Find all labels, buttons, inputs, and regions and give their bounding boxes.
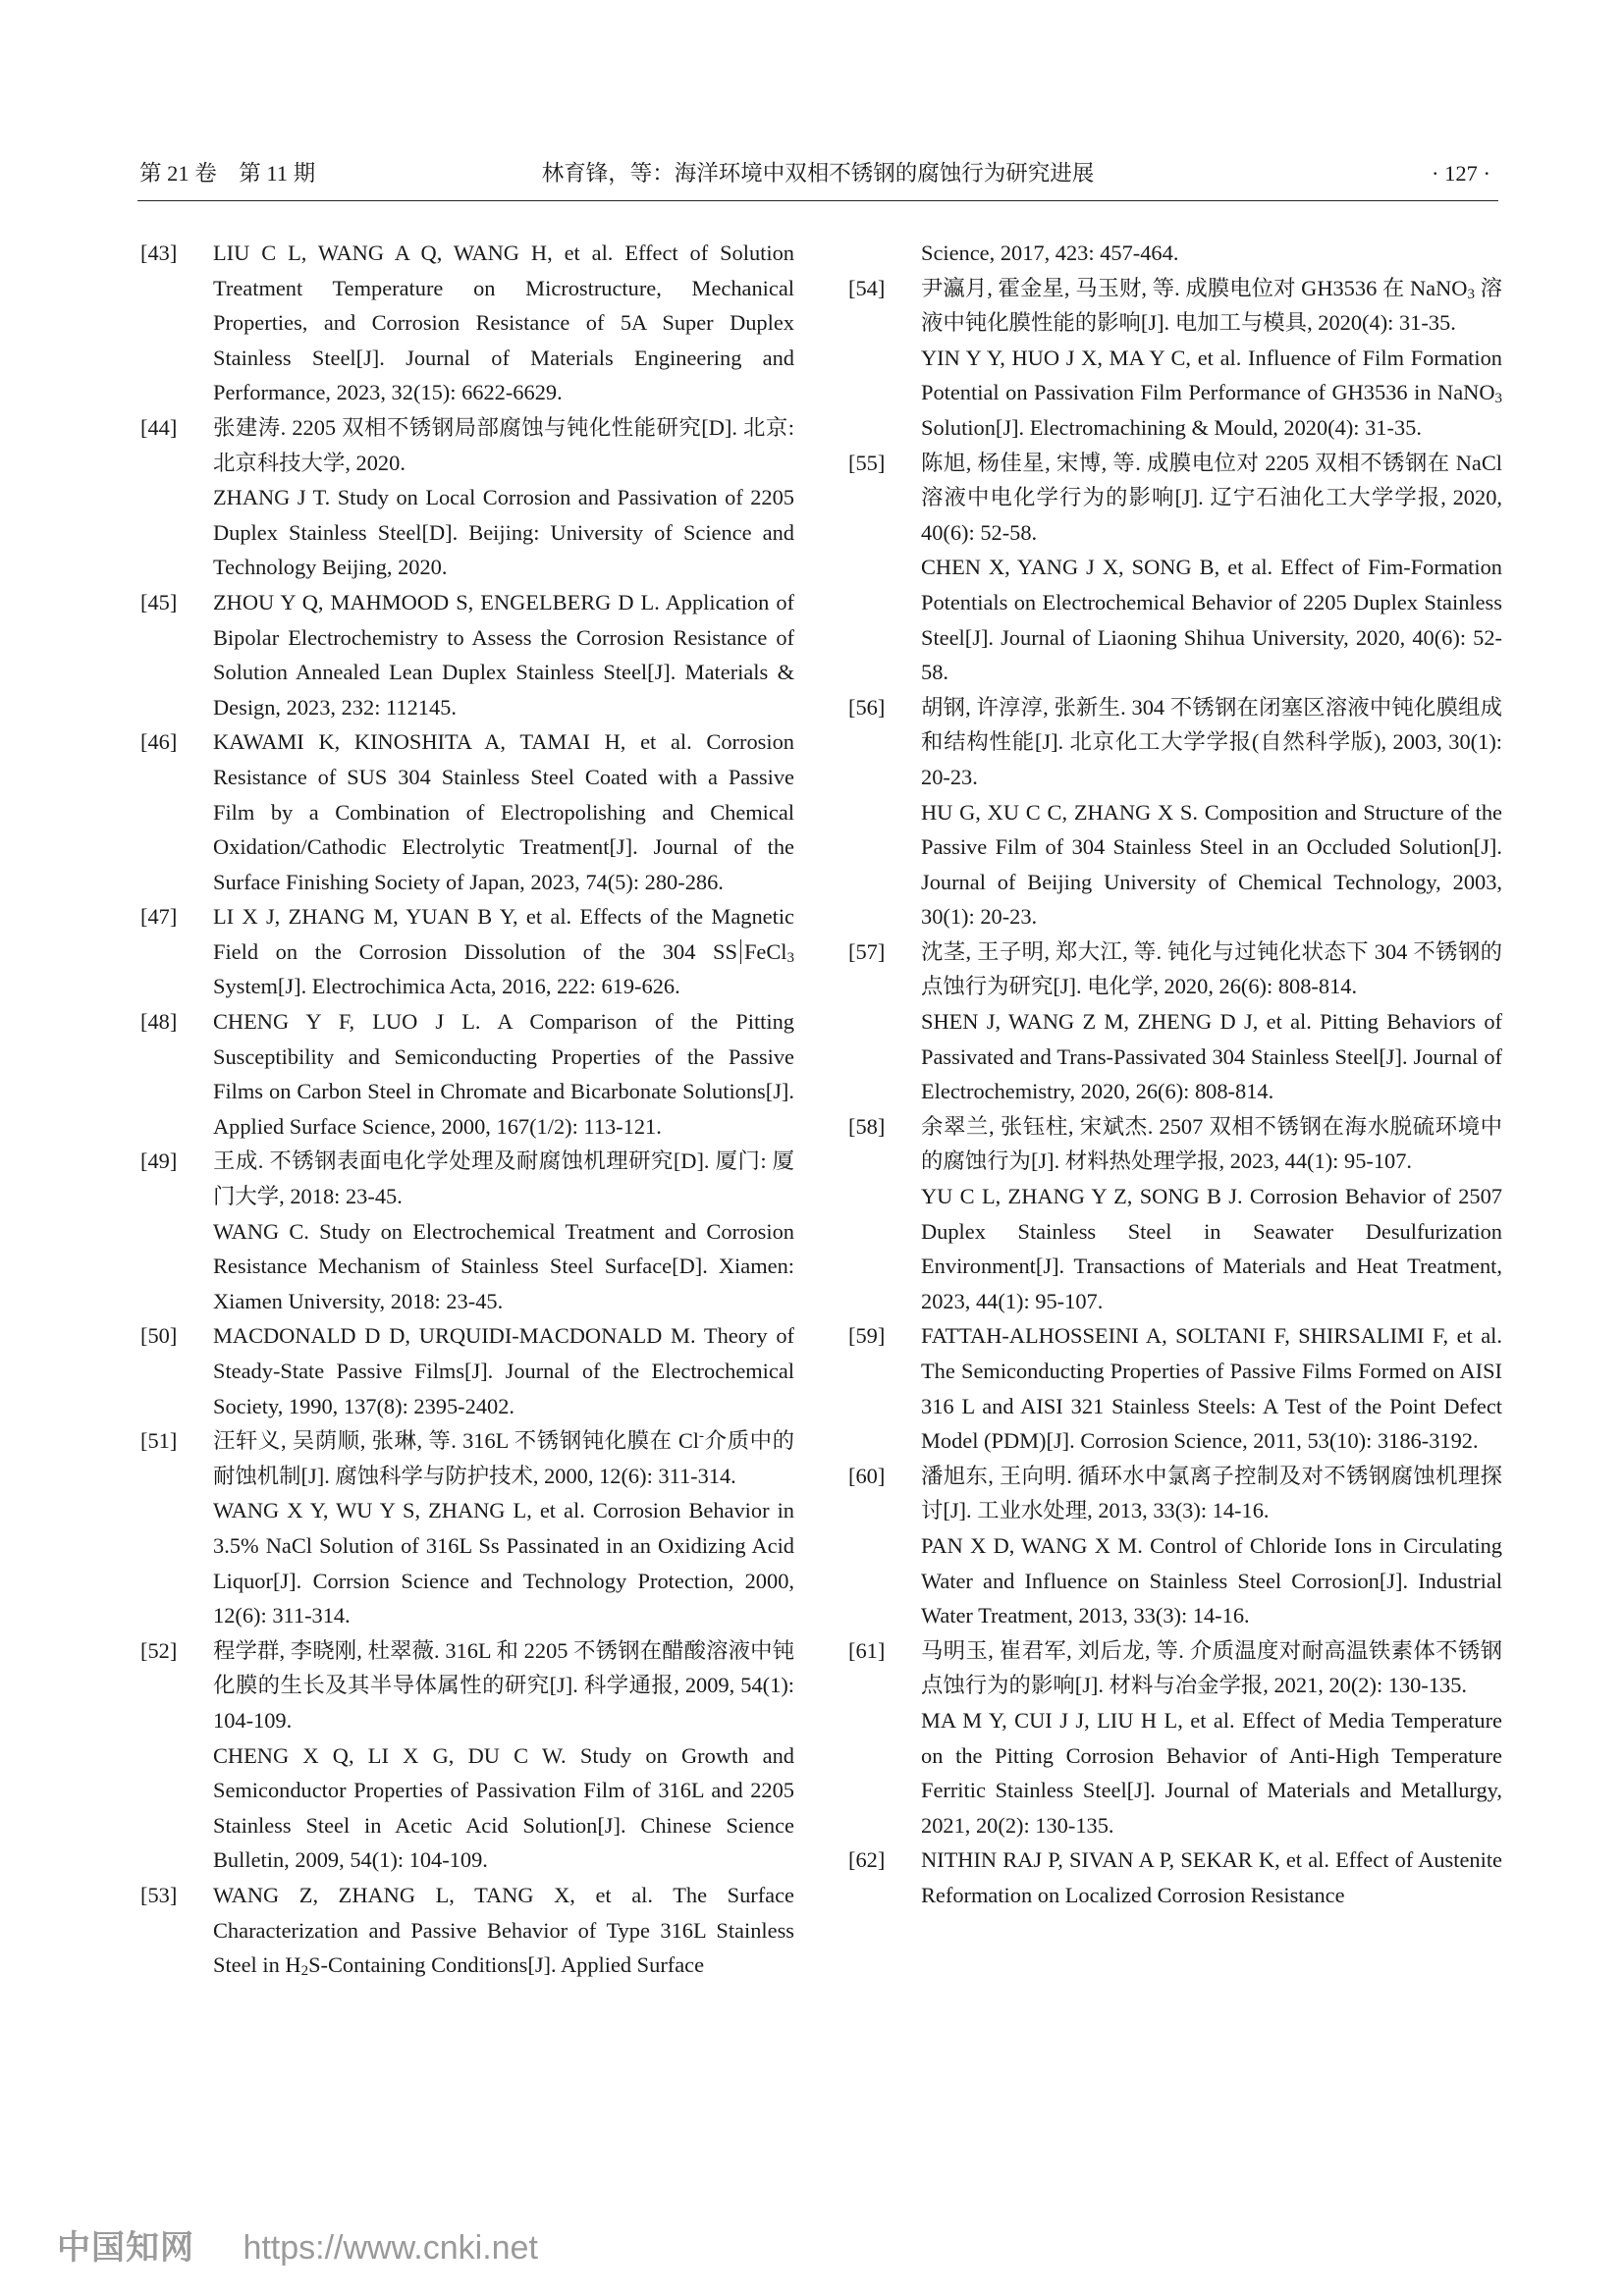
reference-text-english: YU C L, ZHANG Y Z, SONG B J. Corrosion Behavior of 2507 Duplex Stainless Steel in Seawater Desulfurization Environment[J]. Transactions of Materials and Heat Treatment, 2023, 44(1): 95-107. — [921, 1184, 1502, 1313]
reference-text-part: FeCl — [743, 938, 787, 964]
reference-text-part: 汪轩义, 吴荫顺, 张琳, 等. 316L 不锈钢钝化膜在 Cl — [213, 1428, 700, 1454]
reference-item — [848, 1459, 1502, 1633]
reference-item — [848, 1842, 1502, 1912]
subscript: 3 — [786, 949, 794, 966]
reference-item — [848, 446, 1502, 690]
running-header — [137, 161, 1498, 201]
reference-text: LIU C L, WANG A Q, WANG H, et al. Effect of Solution Treatment Temperature on Microstructure, Mechanical Properties, and Corrosion Resistance of 5A Super Duplex Stainless Steel[J]. Journal of Materials Engineering and Performance, 2023, 32(15): 6622-6629. — [213, 240, 794, 405]
reference-number: [56] — [848, 694, 886, 720]
reference-number: [50] — [140, 1323, 178, 1349]
reference-text-chinese: 胡钢, 许淳淳, 张新生. 304 不锈钢在闭塞区溶液中钝化膜组成和结构性能[J]. 北京化工大学学报(自然科学版), 2003, 30(1): 20-23. — [921, 694, 1502, 789]
reference-item — [848, 934, 1502, 1109]
reference-item — [140, 410, 794, 585]
references-left-column — [140, 236, 794, 1983]
reference-number: [45] — [140, 589, 178, 614]
subscript: 3 — [1494, 391, 1502, 407]
running-title: 林育锋，等：海洋环境中双相不锈钢的腐蚀行为研究进展 — [541, 161, 1095, 186]
reference-number: [60] — [848, 1463, 886, 1488]
subscript: 3 — [1467, 286, 1475, 302]
reference-item — [140, 1423, 794, 1633]
reference-text-part: YIN Y Y, HUO J X, MA Y C, et al. Influence of Film Formation Potential on Passivation Film Performance of GH3536 in NaNO — [921, 345, 1502, 405]
reference-text-english: CHEN X, YANG J X, SONG B, et al. Effect of Fim-Formation Potentials on Electrochemical Behavior of 2205 Duplex Stainless Steel[J]. Journal of Liaoning Shihua University, 2020, 40(6): 52-58. — [921, 555, 1502, 685]
reference-text: MACDONALD D D, URQUIDI-MACDONALD M. Theory of Steady-State Passive Films[J]. Journal of the Electrochemical Society, 1990, 137(8): 2395-2402. — [213, 1323, 794, 1418]
reference-item — [140, 724, 794, 899]
reference-text: Science, 2017, 423: 457-464. — [921, 240, 1179, 265]
reference-text-part: S-Containing Conditions[J]. Applied Surface — [308, 1952, 705, 1978]
reference-item — [140, 236, 794, 410]
reference-text-part: 溶液中钝化膜性能的影响[J]. 电加工与模具, 2020(4): 31-35. — [921, 275, 1502, 336]
reference-item — [848, 1633, 1502, 1843]
reference-text — [213, 1878, 794, 1983]
reference-text-english: WANG C. Study on Electrochemical Treatment and Corrosion Resistance Mechanism of Stainless Steel Surface[D]. Xiamen: Xiamen University, 2018: 23-45. — [213, 1218, 794, 1313]
reference-number: [53] — [140, 1882, 178, 1907]
reference-number: [47] — [140, 904, 178, 930]
reference-number: [49] — [140, 1148, 178, 1174]
reference-item — [848, 690, 1502, 934]
page-number: · 127 · — [1432, 161, 1490, 186]
reference-text-part: Solution[J]. Electromachining & Mould, 2020(4): 31-35. — [921, 414, 1422, 440]
reference-text: CHENG Y F, LUO J L. A Comparison of the Pitting Susceptibility and Semiconducting Properties of the Passive Films on Carbon Steel in Chromate and Bicarbonate Solutions[J]. Applied Surface Science, 2000, 167(1/2): 113-121. — [213, 1009, 794, 1139]
reference-text-english: HU G, XU C C, ZHANG X S. Composition and Structure of the Passive Film of 304 Stainless Steel in an Occluded Solution[J]. Journal of Beijing University of Chemical Technology, 2003, 30(1): 20-23. — [921, 799, 1502, 930]
reference-text-english — [921, 341, 1502, 446]
journal-volume-issue: 第 21 卷 第 11 期 — [139, 161, 316, 186]
reference-number: [52] — [140, 1637, 178, 1663]
subscript: 2 — [300, 1963, 309, 1980]
superscript: - — [699, 1428, 705, 1445]
reference-number: [44] — [140, 414, 178, 440]
cnki-logo-text: 中国知网 — [57, 2229, 194, 2267]
cnki-url[interactable]: https://www.cnki.net — [243, 2229, 538, 2267]
reference-text-english: MA M Y, CUI J J, LIU H L, et al. Effect of Media Temperature on the Pitting Corrosion Behavior of Anti-High Temperature Ferritic Stainless Steel[J]. Journal of Materials and Metallurgy, 2021, 20(2): 130-135. — [921, 1707, 1502, 1838]
reference-text-chinese: 余翠兰, 张钰柱, 宋斌杰. 2507 双相不锈钢在海水脱硫环境中的腐蚀行为[J]. 材料热处理学报, 2023, 44(1): 95-107. — [921, 1113, 1502, 1174]
reference-text-chinese — [213, 1423, 794, 1493]
reference-number: [48] — [140, 1009, 178, 1035]
reference-text-chinese: 潘旭东, 王向明. 循环水中氯离子控制及对不锈钢腐蚀机理探讨[J]. 工业水处理, 2013, 33(3): 14-16. — [921, 1463, 1502, 1523]
reference-number: [61] — [848, 1637, 886, 1663]
reference-continuation — [848, 236, 1502, 271]
reference-item — [140, 585, 794, 724]
reference-text-part: 介质中的耐蚀机制[J]. 腐蚀科学与防护技术, 2000, 12(6): 311-314. — [213, 1428, 794, 1488]
vertical-bar-divider — [740, 939, 741, 964]
reference-item — [140, 1144, 794, 1318]
reference-text-chinese: 沈茎, 王子明, 郑大江, 等. 钝化与过钝化状态下 304 不锈钢的点蚀行为研究[J]. 电化学, 2020, 26(6): 808-814. — [921, 938, 1502, 999]
reference-number: [59] — [848, 1323, 886, 1349]
cnki-watermark — [57, 2220, 538, 2269]
reference-text-chinese: 程学群, 李晓刚, 杜翠薇. 316L 和 2205 不锈钢在醋酸溶液中钝化膜的生长及其半导体属性的研究[J]. 科学通报, 2009, 54(1): 104-109. — [213, 1637, 794, 1733]
reference-text-chinese: 马明玉, 崔君军, 刘后龙, 等. 介质温度对耐高温铁素体不锈钢点蚀行为的影响[J]. 材料与冶金学报, 2021, 20(2): 130-135. — [921, 1637, 1502, 1698]
reference-text — [213, 899, 794, 1004]
reference-text-chinese: 王成. 不锈钢表面电化学处理及耐腐蚀机理研究[D]. 厦门: 厦门大学, 2018: 23-45. — [213, 1148, 794, 1209]
reference-text: ZHOU Y Q, MAHMOOD S, ENGELBERG D L. Application of Bipolar Electrochemistry to Assess the Corrosion Resistance of Solution Annealed Lean Duplex Stainless Steel[J]. Materials & Design, 2023, 232: 112145. — [213, 589, 794, 720]
reference-item — [140, 1633, 794, 1878]
reference-item — [848, 1109, 1502, 1319]
reference-text-english: PAN X D, WANG X M. Control of Chloride Ions in Circulating Water and Influence on Stainless Steel Corrosion[J]. Industrial Water Treatment, 2013, 33(3): 14-16. — [921, 1532, 1502, 1629]
reference-number: [54] — [848, 275, 886, 300]
reference-number: [51] — [140, 1428, 178, 1454]
reference-item — [140, 899, 794, 1004]
reference-text: KAWAMI K, KINOSHITA A, TAMAI H, et al. Corrosion Resistance of SUS 304 Stainless Steel Coated with a Passive Film by a Combination of Electropolishing and Chemical Oxidation/Cathodic Electrolytic Treatment[J]. Journal of the Surface Finishing Society of Japan, 2023, 74(5): 280-286. — [213, 729, 794, 894]
reference-text-part: 尹瀛月, 霍金星, 马玉财, 等. 成膜电位对 GH3536 在 NaNO — [921, 275, 1468, 300]
reference-number: [43] — [140, 240, 178, 265]
reference-text-chinese: 张建涛. 2205 双相不锈钢局部腐蚀与钝化性能研究[D]. 北京: 北京科技大学, 2020. — [213, 414, 794, 475]
reference-item — [140, 1318, 794, 1423]
reference-number: [57] — [848, 938, 886, 964]
reference-item — [848, 1318, 1502, 1458]
reference-text-english: WANG X Y, WU Y S, ZHANG L, et al. Corrosion Behavior in 3.5% NaCl Solution of 316L Ss Passinated in an Oxidizing Acid Liquor[J]. Corrsion Science and Technology Protection, 2000, 12(6): 311-314. — [213, 1498, 794, 1629]
reference-text-part: WANG Z, ZHANG L, TANG X, et al. The Surface Characterization and Passive Behavior of Type 316L Stainless Steel in H — [213, 1882, 794, 1978]
reference-number: [55] — [848, 450, 886, 475]
reference-text: FATTAH-ALHOSSEINI A, SOLTANI F, SHIRSALIMI F, et al. The Semiconducting Properties of Passive Films Formed on AISI 316 L and AISI 321 Stainless Steels: A Test of the Point Defect Model (PDM)[J]. Corrosion Science, 2011, 53(10): 3186-3192. — [921, 1323, 1502, 1454]
reference-text-part: System[J]. Electrochimica Acta, 2016, 222: 619-626. — [213, 974, 680, 999]
reference-item — [848, 271, 1502, 446]
reference-text-english: SHEN J, WANG Z M, ZHENG D J, et al. Pitting Behaviors of Passivated and Trans-Passivated 304 Stainless Steel[J]. Journal of Electrochemistry, 2020, 26(6): 808-814. — [921, 1009, 1502, 1104]
reference-text-chinese: 陈旭, 杨佳星, 宋博, 等. 成膜电位对 2205 双相不锈钢在 NaCl 溶液中电化学行为的影响[J]. 辽宁石油化工大学学报, 2020, 40(6): 52-58. — [921, 450, 1502, 545]
reference-text-part: LI X J, ZHANG M, YUAN B Y, et al. Effects of the Magnetic Field on the Corrosion Dissolution of the 304 SS — [213, 904, 794, 964]
reference-text-chinese — [921, 271, 1502, 341]
reference-number: [58] — [848, 1113, 886, 1139]
reference-text: NITHIN RAJ P, SIVAN A P, SEKAR K, et al. Effect of Austenite Reformation on Localized Corrosion Resistance — [921, 1847, 1502, 1907]
reference-item — [140, 1878, 794, 1983]
references-right-column — [848, 236, 1502, 1913]
reference-text-english: ZHANG J T. Study on Local Corrosion and Passivation of 2205 Duplex Stainless Steel[D]. Beijing: University of Science and Technology Beijing, 2020. — [213, 485, 794, 580]
reference-number: [46] — [140, 729, 178, 755]
reference-number: [62] — [848, 1847, 886, 1873]
reference-text-english: CHENG X Q, LI X G, DU C W. Study on Growth and Semiconductor Properties of Passivation Film of 316L and 2205 Stainless Steel in Acetic Acid Solution[J]. Chinese Science Bulletin, 2009, 54(1): 104-109. — [213, 1742, 794, 1873]
reference-item — [140, 1004, 794, 1144]
